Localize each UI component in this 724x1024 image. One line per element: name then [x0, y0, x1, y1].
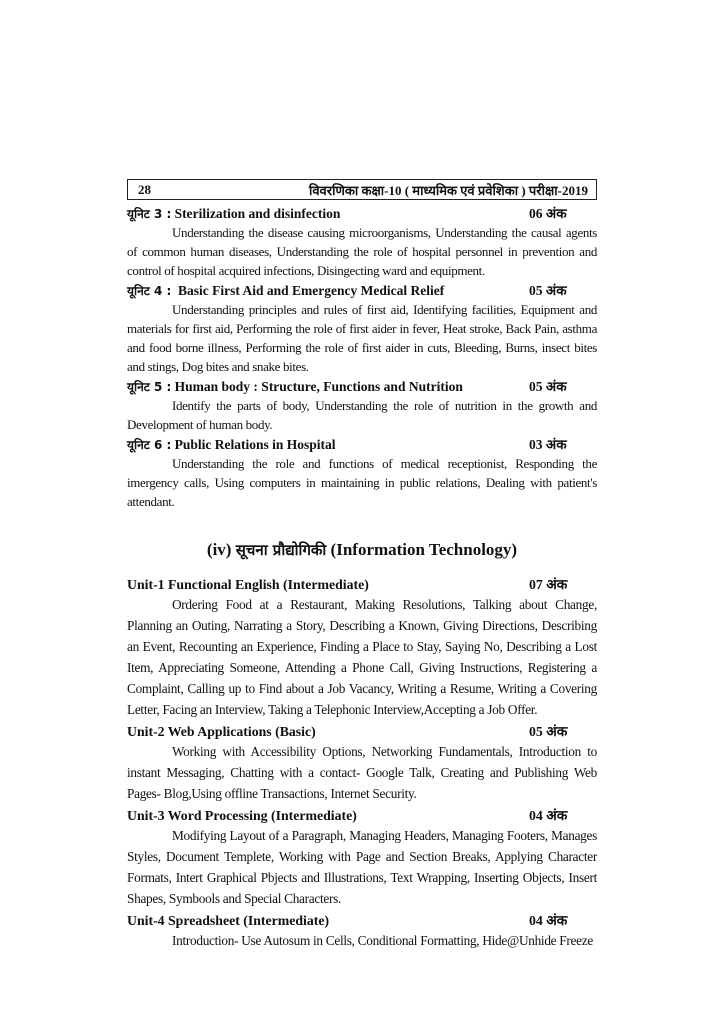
unit-block	[127, 282, 597, 376]
section-b	[127, 575, 597, 951]
unit-description: Ordering Food at a Restaurant, Making Resolutions, Talking about Change, Planning an Outing, Narrating a Story, Describing a Known, Giving Directions, Describing an Event, Recounting an Experience, Finding a Place to Stay, Saying No, Describing a Lost Item, Appreciating Someone, Attending a Phone Call, Giving Instructions, Registering a Complaint, Calling up to Find about a Job Vacancy, Writing a Resume, Writing a Covering Letter, Facing an Interview, Taking a Telephonic Interview,Accepting a Job Offer.	[127, 597, 597, 717]
unit-block	[127, 575, 597, 720]
header-title: विवरणिका कक्षा-10 ( माध्यमिक एवं प्रवेशिका ) परीक्षा-2019	[308, 182, 588, 198]
section-title-english: (Information Technology)	[330, 540, 518, 559]
unit-description: Introduction- Use Autosum in Cells, Conditional Formatting, Hide@Unhide Freeze	[172, 933, 593, 948]
section-title	[127, 539, 597, 561]
unit-heading	[127, 436, 597, 454]
unit-description: Identify the parts of body, Understanding the role of nutrition in the growth and Development of human body.	[127, 398, 597, 432]
unit-marks: 07 अंक	[529, 577, 568, 592]
unit-title: Unit-1 Functional English (Intermediate)	[127, 577, 369, 592]
unit-marks: 05 अंक	[529, 283, 567, 298]
unit-marks: 05 अंक	[529, 379, 567, 394]
unit-heading	[127, 806, 597, 825]
unit-prefix: यूनिट 5 :	[127, 380, 172, 394]
page-header	[127, 179, 597, 200]
unit-heading	[127, 911, 597, 930]
unit-description: Understanding the role and functions of medical receptionist, Responding the imergency calls, Using computers in maintaining in public relations, Dealing with patient's attendant.	[127, 456, 597, 509]
unit-block	[127, 205, 597, 280]
unit-title: Human body : Structure, Functions and Nutrition	[174, 379, 463, 394]
unit-title: Unit-2 Web Applications (Basic)	[127, 724, 316, 739]
unit-title: Unit-3 Word Processing (Intermediate)	[127, 808, 357, 823]
page-content	[127, 204, 597, 953]
page-number: 28	[138, 181, 151, 197]
section-title-hindi: सूचना प्रौद्योगिकी	[235, 541, 327, 559]
section-number: (iv)	[206, 540, 232, 559]
unit-description: Understanding the disease causing microorganisms, Understanding the causal agents of common human diseases, Understanding the role of hospital personnel in prevention and control of hospital acquired infections, Disingecting ward and equipment.	[127, 225, 597, 278]
section-a	[127, 205, 597, 511]
unit-description: Working with Accessibility Options, Networking Fundamentals, Introduction to instant Messaging, Chatting with a contact- Google Talk, Creating and Publishing Web Pages- Blog,Using offline Transactions, Internet Security.	[127, 744, 597, 801]
unit-heading	[127, 205, 597, 223]
unit-marks: 05 अंक	[529, 724, 568, 739]
unit-title: Sterilization and disinfection	[174, 206, 341, 221]
unit-prefix: यूनिट 3 :	[127, 207, 172, 221]
unit-heading	[127, 378, 597, 396]
unit-title: Unit-4 Spreadsheet (Intermediate)	[127, 913, 330, 928]
unit-block	[127, 806, 597, 909]
unit-description: Modifying Layout of a Paragraph, Managing Headers, Managing Footers, Manages Styles, Document Templete, Working with Page and Section Breaks, Applying Character Formats, Intert Graphical Pbjects and Illustrations, Text Wrapping, Inserting Objects, Insert Shapes, Symbools and Special Characters.	[127, 828, 597, 906]
unit-title: Public Relations in Hospital	[174, 437, 336, 452]
unit-marks: 03 अंक	[529, 437, 567, 452]
unit-title: Basic First Aid and Emergency Medical Relief	[178, 283, 445, 298]
unit-marks: 06 अंक	[529, 206, 567, 221]
unit-prefix: यूनिट 6 :	[127, 438, 172, 452]
unit-marks: 04 अंक	[529, 913, 568, 928]
unit-heading	[127, 722, 597, 741]
unit-prefix: यूनिट 4 :	[127, 284, 172, 298]
unit-block	[127, 378, 597, 434]
unit-heading	[127, 282, 597, 300]
unit-marks: 04 अंक	[529, 808, 568, 823]
unit-heading	[127, 575, 597, 594]
unit-block	[127, 911, 597, 951]
unit-description: Understanding principles and rules of first aid, Identifying facilities, Equipment and materials for first aid, Performing the role of first aider in fever, Heat stroke, Back Pain, asthma and food borne illness, Performing the role of first aider in cuts, Bleeding, Burns, insect bites and stings, Dog bites and snake bites.	[127, 302, 597, 374]
unit-block	[127, 722, 597, 804]
unit-block	[127, 436, 597, 511]
